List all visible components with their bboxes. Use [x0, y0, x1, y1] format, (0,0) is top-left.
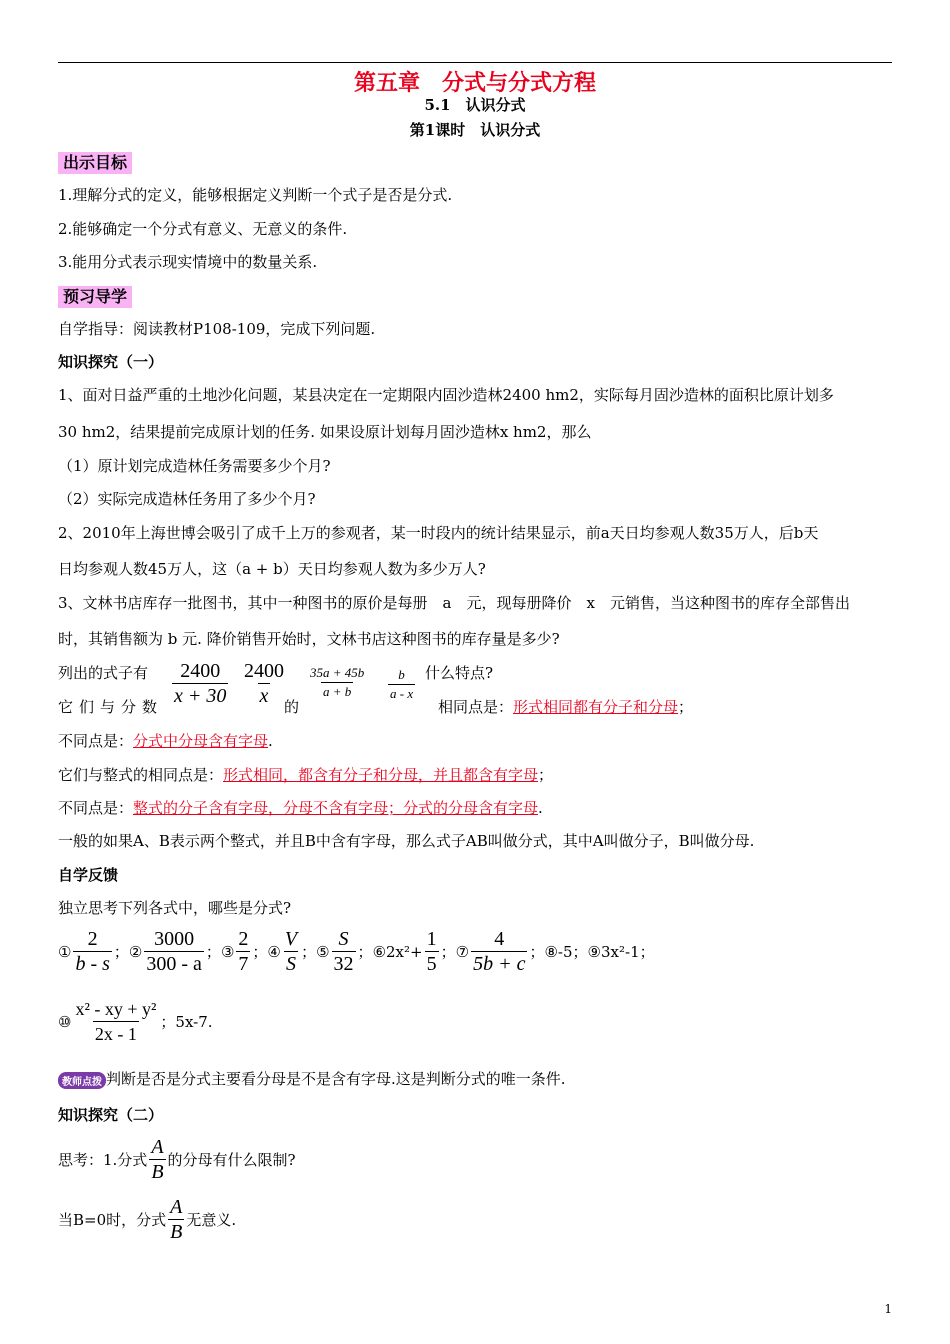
explore1-heading: 知识探究（一）	[58, 353, 164, 371]
fraction-b-over-a-x	[386, 667, 417, 702]
page-number: 1	[884, 1302, 892, 1316]
fraction-denominator: a - x	[390, 686, 414, 701]
question-3-line1: 3、文林书店库存一批图书，其中一种图书的原价是每册 a 元，现每册降价 x 元销售，当这种图书的库存全部售出	[58, 594, 850, 612]
exercise-prefix: 2x²+	[386, 942, 423, 961]
integer-difference-answer: 整式的分子含有字母，分母不含有字母；分式的分母含有字母	[133, 799, 539, 817]
think-question: 思考：1.分式 $\frac{A}{B}$ 的分母有什么限制?	[58, 1136, 296, 1183]
integer-difference-point: 不同点是：整式的分子含有字母，分母不含有字母；分式的分母含有字母.	[58, 799, 543, 817]
listed-prefix: 列出的式子有	[58, 664, 149, 682]
fraction-numerator: S	[338, 928, 349, 950]
question-1-sub1: （1）原计划完成造林任务需要多少个月?	[58, 457, 331, 475]
lesson-title: 第1课时 认识分式	[409, 121, 541, 139]
fraction-denominator: S	[285, 953, 296, 975]
section-title: 5.1 认识分式	[424, 96, 526, 114]
objective-item: 1.理解分式的定义，能够根据定义判断一个式子是否是分式.	[58, 186, 453, 204]
objective-item: 2.能够确定一个分式有意义、无意义的条件.	[58, 220, 348, 238]
fraction-2400-over-x	[240, 660, 288, 707]
exercise-mark: ①	[58, 942, 72, 961]
feedback-heading: 自学反馈	[58, 866, 119, 884]
integer-same-answer: 形式相同，都含有分子和分母，并且都含有字母	[223, 766, 539, 784]
fraction-numerator: 35a + 45b	[310, 665, 365, 680]
fraction-denominator: 300 - a	[146, 953, 202, 975]
fraction-35a-45b-over-a-b	[306, 665, 368, 700]
fraction-denominator: 5	[426, 953, 437, 975]
fraction-denominator: a + b	[323, 684, 352, 699]
objectives-tag: 出示目标	[58, 150, 132, 173]
explore2-heading: 知识探究（二）	[58, 1106, 164, 1124]
fraction-numerator: b	[398, 667, 405, 682]
undefined-condition: 当B=0时，分式 $\frac{A}{B}$ 无意义.	[58, 1196, 237, 1243]
fraction-2400-over-x-plus-30	[170, 660, 230, 707]
integer-same-point: 它们与整式的相同点是：形式相同，都含有分子和分母，并且都含有字母；	[58, 766, 554, 784]
exercise-mark: ④	[267, 942, 281, 961]
exercise-mark: ⑩	[58, 1012, 72, 1031]
compare-mid: 的	[284, 698, 300, 716]
header-rule	[58, 62, 892, 63]
fraction-numerator: V	[284, 928, 298, 950]
exercise-item-11: 5x-7.	[175, 1012, 213, 1031]
exercise-mark: ⑤	[316, 942, 330, 961]
exercise-mark: ⑥	[372, 942, 387, 961]
fraction-numerator: 2	[238, 928, 249, 950]
fraction-denominator: 2x - 1	[93, 1021, 139, 1045]
self-study-guide: 自学指导：阅读教材P108-109，完成下列问题.	[58, 320, 376, 338]
fraction-denominator: B	[151, 1161, 164, 1183]
same-point: 相同点是：形式相同都有分子和分母；	[438, 698, 694, 716]
listed-suffix: 什么特点?	[425, 664, 494, 682]
exercise-mark: ③	[220, 942, 235, 961]
compare-prefix: 它们与分数	[58, 698, 164, 716]
fraction-numerator: x² - xy + y²	[75, 999, 157, 1019]
fraction-denominator: 7	[238, 953, 249, 975]
fraction-numerator: 2400	[244, 660, 284, 682]
teacher-tip-badge: 教师点拨	[58, 1072, 106, 1089]
fraction-denominator: 32	[333, 953, 354, 975]
fraction-denominator: x	[259, 685, 269, 707]
fraction-denominator: B	[170, 1221, 183, 1243]
fraction-numerator: 2400	[180, 660, 221, 682]
same-point-answer: 形式相同都有分子和分母	[513, 698, 679, 716]
question-1-sub2: （2）实际完成造林任务用了多少个月?	[58, 490, 316, 508]
fraction-denominator: 5b + c	[473, 953, 526, 975]
exercise-item-9: ⑨3x²-1	[587, 942, 640, 961]
fraction-definition: 一般的如果A、B表示两个整式，并且B中含有字母，那么式子AB叫做分式，其中A叫做分子，B叫做分母.	[58, 832, 755, 850]
exercise-mark: ②	[128, 942, 143, 961]
teacher-note: 教师点拨 判断是否是分式主要看分母是不是含有字母.这是判断分式的唯一条件.	[58, 1068, 566, 1089]
difference-answer: 分式中分母含有字母	[133, 732, 269, 750]
feedback-prompt: 独立思考下列各式中，哪些是分式?	[58, 899, 292, 917]
fraction-numerator: A	[170, 1196, 183, 1218]
fraction-denominator: b - s	[75, 953, 110, 975]
question-2-line2: 日均参观人数45万人，这（a + b）天日均参观人数为多少万人?	[58, 560, 486, 578]
exercise-item-8: ⑧-5	[544, 942, 573, 961]
chapter-title: 第五章 分式与分式方程	[353, 71, 596, 96]
fraction-numerator: 3000	[154, 928, 195, 950]
question-3-line2: 时，其销售额为 b 元. 降价销售开始时，文林书店这种图书的库存量是多少?	[58, 630, 560, 648]
fraction-numerator: A	[151, 1136, 164, 1158]
fraction-numerator: 1	[426, 928, 437, 950]
exercise-mark: ⑦	[455, 942, 470, 961]
fraction-numerator: 2	[87, 928, 98, 950]
fraction-denominator: x + 30	[174, 685, 227, 707]
question-1-line2: 30 hm2，结果提前完成原计划的任务. 如果设原计划每月固沙造林x hm2，那么	[58, 423, 592, 441]
question-1-line1: 1、面对日益严重的土地沙化问题，某县决定在一定期限内固沙造林2400 hm2，实际每月固沙造林的面积比原计划多	[58, 386, 834, 404]
preview-tag: 预习导学	[58, 284, 132, 307]
question-2-line1: 2、2010年上海世博会吸引了成千上万的参观者，某一时段内的统计结果显示，前a天日均参观人数35万人，后b天	[58, 524, 819, 542]
fraction-numerator: 4	[494, 928, 505, 950]
objective-item: 3.能用分式表示现实情境中的数量关系.	[58, 253, 318, 271]
fraction-exercise-row: ① $\frac{2}{b - s}$ ； ② $\frac{3000}{300 - a}$ ； ③ $\frac{2}{7}$ ； ④ $\frac{V}{S}$ ； ⑤ $\frac{S}{32}$ ； ⑥ 2x²+ $\frac{1}{5}$ ； ⑦ $\frac{4}{5b + c}$ ； ⑧-5 ； ⑨3x²-1 ；	[58, 928, 655, 975]
fraction-exercise-row-2: ⑩ $\frac{\text{x² - xy + y²}}{2x - 1}$ ； 5x-7.	[58, 999, 213, 1044]
difference-point: 不同点是：分式中分母含有字母.	[58, 732, 273, 750]
